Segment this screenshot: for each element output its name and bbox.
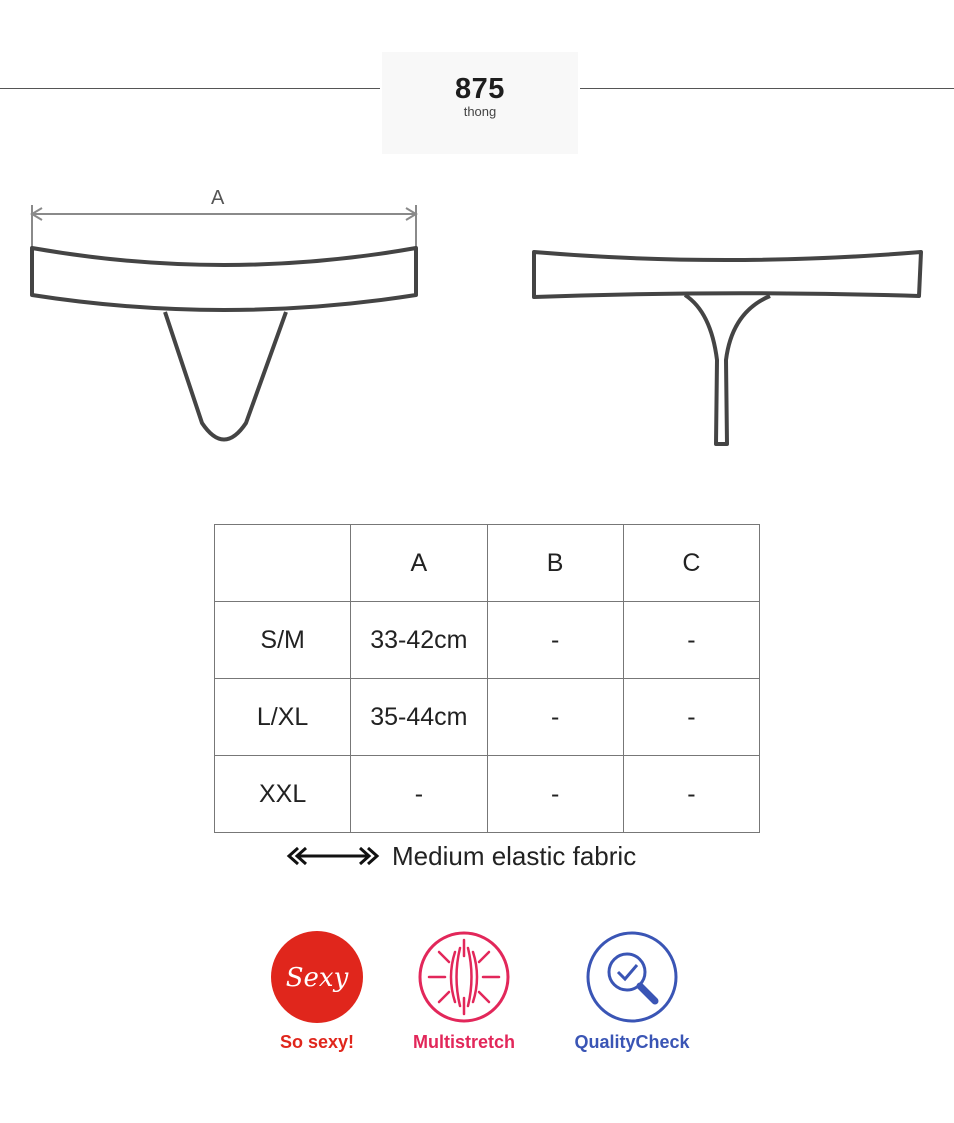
table-cell: L/XL <box>215 679 351 756</box>
table-row <box>215 602 760 679</box>
table-cell: S/M <box>215 602 351 679</box>
table-header-cell <box>215 525 351 602</box>
table-header-cell: B <box>487 525 623 602</box>
multistretch-icon <box>417 930 511 1024</box>
sexy-icon <box>270 930 364 1024</box>
front-view-drawing <box>20 200 430 450</box>
table-cell: - <box>487 756 623 833</box>
badge-caption: Multistretch <box>412 1032 515 1052</box>
model-number: 875 <box>455 73 505 105</box>
badge-caption: So sexy! <box>279 1032 355 1052</box>
quality-check-icon <box>585 930 679 1024</box>
dimension-arrow <box>32 205 416 248</box>
sexy-icon-text: Sexy <box>285 963 349 993</box>
size-table <box>214 524 760 833</box>
table-cell: - <box>487 602 623 679</box>
badge-quality-check <box>552 930 712 1053</box>
title-box <box>382 52 578 154</box>
product-kind: thong <box>463 104 497 119</box>
table-header-cell: A <box>351 525 487 602</box>
table-header-row <box>215 525 760 602</box>
badge-multistretch <box>384 930 544 1053</box>
double-arrow-icon <box>286 844 380 868</box>
table-header-cell: C <box>623 525 759 602</box>
table-cell: - <box>623 679 759 756</box>
table-cell: 35-44cm <box>351 679 487 756</box>
elastic-note <box>286 836 636 876</box>
badge-caption: QualityCheck <box>574 1032 690 1052</box>
dimension-label-a: A <box>211 187 225 209</box>
table-row <box>215 756 760 833</box>
table-cell: XXL <box>215 756 351 833</box>
table-row <box>215 679 760 756</box>
table-cell: 33-42cm <box>351 602 487 679</box>
table-cell: - <box>623 756 759 833</box>
table-cell: - <box>623 602 759 679</box>
back-view-drawing <box>525 240 930 455</box>
header-rule-right <box>580 88 954 89</box>
table-cell: - <box>487 679 623 756</box>
badge-so-sexy <box>237 930 397 1053</box>
elastic-label: Medium elastic fabric <box>392 840 637 871</box>
table-cell: - <box>351 756 487 833</box>
header-rule-left <box>0 88 380 89</box>
